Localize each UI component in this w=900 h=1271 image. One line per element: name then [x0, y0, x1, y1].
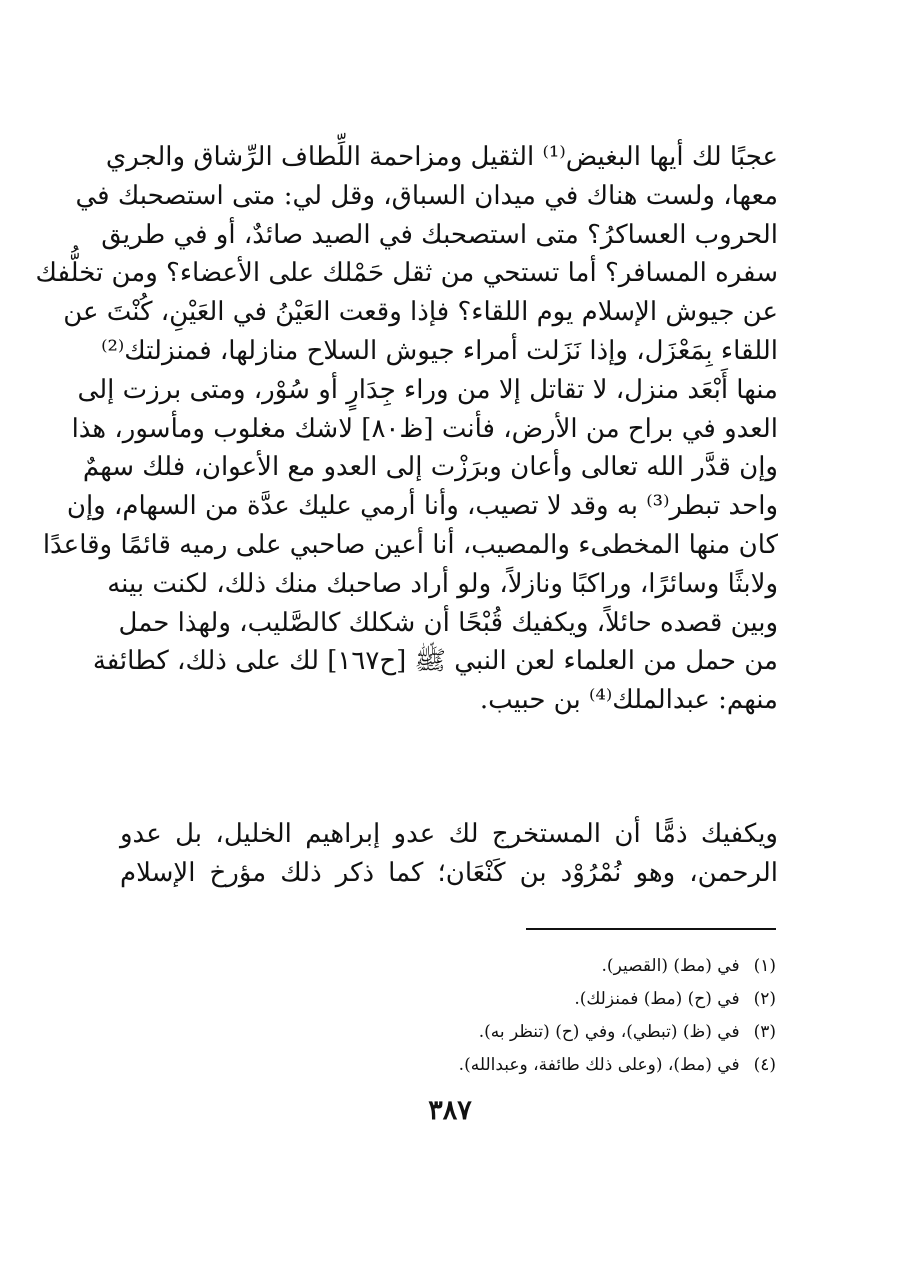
footnote-number: (١) [753, 956, 776, 976]
text-line: من حمل من العلماء لعن النبي ﷺ [ح١٦٧] لك على ذلك، كطائفة [92, 646, 778, 677]
second-paragraph [120, 815, 778, 893]
footnote [216, 983, 776, 1016]
footnote [216, 950, 776, 983]
text-line: وبين قصده حائلاً، ويكفيك قُبْحًا أن شكلك كالصَّليب، ولهذا حمل [118, 607, 778, 638]
text-line: الرحمن، وهو نُمْرُوْد بن كَنْعَان؛ كما ذكر ذلك مؤرخ الإسلام [120, 857, 778, 888]
footnote-text: في (ظ) (تبطي)، وفي (ح) (تنظر به). [478, 1022, 740, 1042]
text-line: منها أَبْعَد منزل، لا تقاتل إلا من وراء جِدَارٍ أو سُوْر، ومتى برزت إلى [77, 374, 778, 405]
footnote-number: (٤) [753, 1055, 776, 1075]
footnote-divider [526, 928, 776, 930]
footnote-number: (٢) [753, 989, 776, 1009]
text-line: كان منها المخطىء والمصيب، أنا أعين صاحبي على رميه قائمًا وقاعدًا [42, 529, 778, 560]
text-line: سفره المسافر؟ أما تستحي من ثقل حَمْلك على الأعضاء؟ ومن تخلُّفك [35, 258, 778, 289]
text-line: العدو في براح من الأرض، فأنت [ظ٨٠] لاشك مغلوب ومأسور، هذا [71, 413, 778, 444]
footnote [216, 1049, 776, 1082]
text-line: الحروب العساكرُ؟ متى استصحبك في الصيد صائدٌ، أو في طريق [101, 219, 778, 250]
text-line: عن جيوش الإسلام يوم اللقاء؟ فإذا وقعت العَيْنُ في العَيْنِ، كُنْتَ عن [63, 297, 778, 328]
text-line: منهم: عبدالملك⁽⁴⁾ بن حبيب. [479, 685, 778, 716]
footnote-text: في (مط) (القصير). [601, 956, 740, 976]
page-number: ٣٨٧ [428, 1095, 472, 1126]
footnotes-list [216, 950, 776, 1082]
text-line: واحد تبطر⁽³⁾ به وقد لا تصيب، وأنا أرمي عليك عدَّة من السهام، وإن [66, 491, 778, 522]
text-line: عجبًا لك أيها البغيض⁽¹⁾ الثقيل ومزاحمة اللِّطاف الرِّشاق والجري [105, 142, 778, 172]
footnote [216, 1016, 776, 1049]
text-line: اللقاء بِمَعْزَل، وإذا نَزَلت أمراء جيوش السلاح منازلها، فمنزلتك⁽²⁾ [101, 335, 778, 366]
footnote-text: في (مط)، (وعلى ذلك طائفة، وعبدالله). [458, 1055, 740, 1075]
text-line: معها، ولست هناك في ميدان السباق، وقل لي: متى استصحبك في [75, 180, 778, 211]
footnote-number: (٣) [753, 1022, 776, 1042]
footnote-text: في (ح) (مط) فمنزلك). [574, 989, 740, 1009]
main-paragraph [35, 138, 778, 720]
text-line: ويكفيك ذمًّا أن المستخرج لك عدو إبراهيم الخليل، بل عدو [120, 819, 778, 849]
text-line: ولابثًا وسائرًا، وراكبًا ونازلاً، ولو أراد صاحبك منك ذلك، لكنت بينه [107, 568, 778, 599]
text-line: وإن قدَّر الله تعالى وأعان وبرَزْت إلى العدو مع الأعوان، فلك سهمٌ [82, 452, 778, 483]
